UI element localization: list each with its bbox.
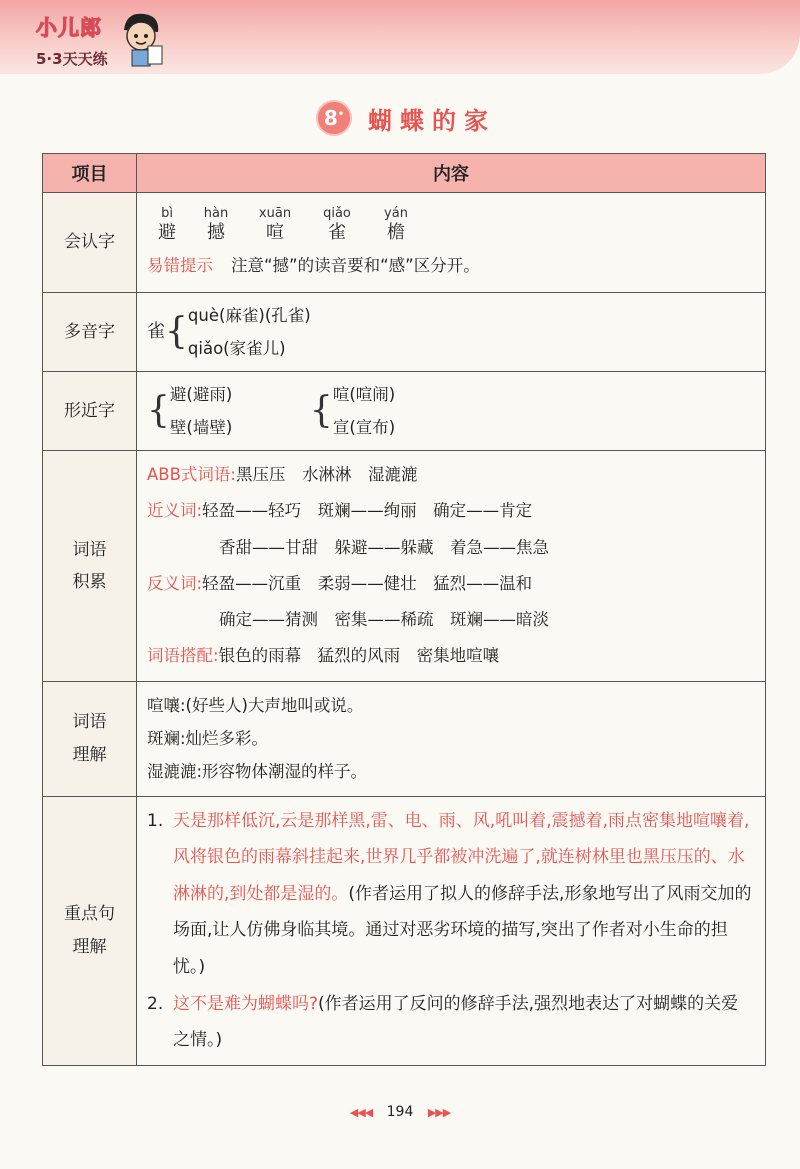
lesson-name: 蝴蝶的家	[368, 106, 496, 135]
similar-char: 喧(喧闹)	[332, 385, 396, 404]
row-content	[137, 293, 766, 372]
row-content	[137, 193, 766, 293]
brace-icon: {	[147, 390, 170, 431]
char-item: yán 檐	[384, 205, 408, 244]
definition: 喧嚷:(好些人)大声地叫或说。	[147, 696, 364, 716]
tip-label: 易错提示	[147, 255, 213, 275]
tip-text: 注意“撼”的读音要和“感”区分开。	[231, 255, 480, 275]
lesson-number-badge: 8 •	[316, 100, 352, 136]
page-footer	[0, 1104, 800, 1120]
row-ci-yu-ji-lei	[43, 451, 766, 682]
row-label: 形近字	[43, 372, 137, 451]
right-arrows-icon: ▶▶▶	[427, 1106, 451, 1119]
row-xing-jin-zi	[43, 372, 766, 451]
row-ci-yu-li-jie	[43, 681, 766, 796]
brace-icon: {	[165, 311, 188, 352]
tip-line	[147, 253, 755, 279]
similar-char: 避(避雨)	[169, 385, 233, 404]
row-content	[137, 681, 766, 796]
row-content	[137, 796, 766, 1065]
row-zhong-dian-ju	[43, 796, 766, 1065]
antonym-label: 反义词:	[147, 573, 203, 593]
polyphone-char: 雀	[147, 320, 165, 342]
brand-name: 小儿郎	[36, 16, 102, 40]
row-label: 词语 理解	[43, 681, 137, 796]
reading-1: què(麻雀)(孔雀)	[187, 306, 311, 325]
char-list	[151, 206, 755, 245]
left-arrows-icon: ◀◀◀	[349, 1106, 373, 1119]
row-label: 重点句 理解	[43, 796, 137, 1065]
char-item: qiǎo 雀	[323, 205, 351, 244]
header-content: 内容	[137, 154, 766, 193]
definition: 湿漉漉:形容物体潮湿的样子。	[147, 762, 368, 782]
char-item: bì 避	[158, 205, 176, 244]
reading-2: qiǎo(家雀儿)	[187, 339, 286, 358]
page-number: 194	[386, 1104, 414, 1120]
similar-char: 壁(墙壁)	[169, 418, 233, 437]
row-label: 多音字	[43, 293, 137, 372]
brand-subtitle: 5·3天天练	[36, 50, 108, 68]
abb-label: ABB式词语:	[147, 465, 236, 484]
row-label: 词语 积累	[43, 451, 137, 682]
key-sentence: 2. 这不是难为蝴蝶吗?(作者运用了反问的修辞手法,强烈地表达了对蝴蝶的关爱之情。)	[147, 993, 739, 1051]
row-duo-yin-zi	[43, 293, 766, 372]
char-item: hàn 撼	[203, 205, 229, 244]
brand-logo	[36, 12, 108, 69]
key-sentence: 1. 天是那样低沉,云是那样黑,雷、电、雨、风,吼叫着,震撼着,雨点密集地喧嚷着,风将银色的雨幕斜挂起来,世界几乎都被冲洗遍了,就连树林里也黑压压的、水淋淋的,到处都是湿的。(作者运用了拟人的修辞手法,形象地写出了风雨交加的场面,让人仿佛身临其境。通过对恶劣环境的描写,突出了作者对小生命的担忧。)	[147, 810, 752, 977]
brace-icon: {	[309, 390, 333, 431]
lesson-title	[316, 100, 496, 136]
study-table	[42, 153, 766, 1066]
row-content: ABB式词语:黑压压 水淋淋 湿漉漉 近义词:轻盈——轻巧 斑斓——绚丽 确定——肯定 香甜——甘甜 躲避——躲藏 着急——焦急 反义词:轻盈——沉重 柔弱——健壮 猛烈——温和 确定——猜测 密集——稀疏 斑斓——暗淡 词语搭配:银色的雨幕 猛烈的风雨 密集地喧嚷	[137, 451, 766, 682]
char-item: xuān 喧	[258, 205, 292, 244]
synonym-label: 近义词:	[147, 501, 203, 521]
row-label: 会认字	[43, 193, 137, 293]
row-hui-ren-zi	[43, 193, 766, 293]
collocation-label: 词语搭配:	[147, 646, 219, 666]
header-item: 项目	[43, 154, 137, 193]
definition: 斑斓:灿烂多彩。	[147, 729, 269, 749]
table-header	[43, 154, 766, 193]
row-content	[137, 372, 766, 451]
mascot-boy-icon	[118, 10, 166, 68]
similar-char: 宣(宣布)	[332, 418, 396, 437]
